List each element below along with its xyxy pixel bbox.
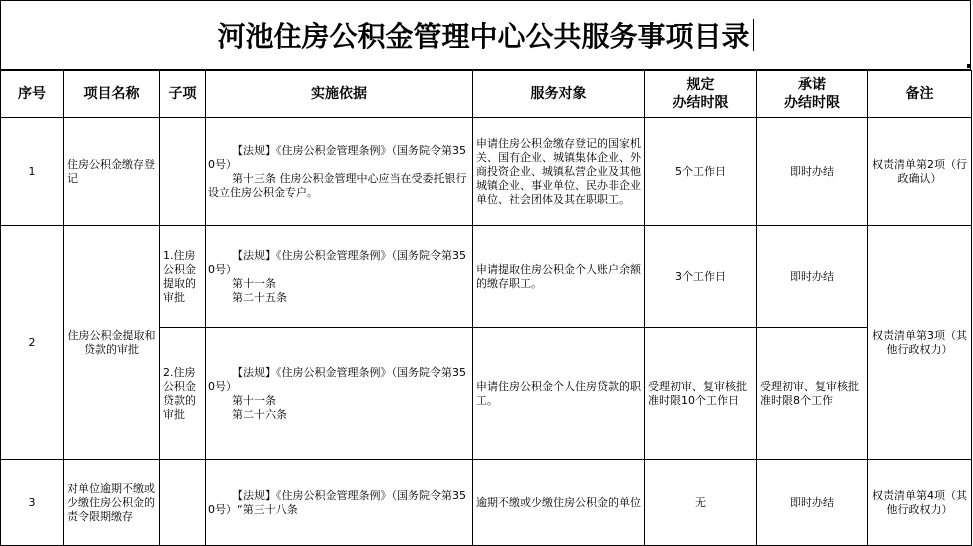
basis-line-2: 第十一条 bbox=[232, 276, 276, 290]
basis-line-1: 【法规】《住房公积金管理条例》（国务院令第350号）“第三十八条 bbox=[208, 488, 466, 516]
header-basis[interactable]: 实施依据 bbox=[206, 71, 473, 118]
text-cursor bbox=[753, 19, 754, 51]
header-promise-line1: 承诺 bbox=[798, 77, 826, 93]
table-row bbox=[1, 118, 972, 226]
cell-remark[interactable]: 权责清单第4项（其他行政权力） bbox=[868, 460, 972, 546]
cell-sub[interactable] bbox=[160, 118, 206, 226]
header-sub[interactable]: 子项 bbox=[160, 71, 206, 118]
cell-seq[interactable]: 3 bbox=[1, 460, 64, 546]
basis-line-1: 【法规】《住房公积金管理条例》（国务院令第350号） bbox=[208, 248, 466, 276]
cell-promise[interactable]: 受理初审、复审核批准时限8个工作 bbox=[757, 328, 868, 460]
cell-basis[interactable] bbox=[206, 328, 473, 460]
cell-name[interactable]: 住房公积金缴存登记 bbox=[64, 118, 160, 226]
header-name[interactable]: 项目名称 bbox=[64, 71, 160, 118]
table-row bbox=[1, 460, 972, 546]
cell-name[interactable]: 住房公积金提取和贷款的审批 bbox=[64, 226, 160, 460]
basis-line-1: 【法规】《住房公积金管理条例》（国务院令第350号） bbox=[208, 143, 466, 171]
cell-promise[interactable]: 即时办结 bbox=[757, 460, 868, 546]
header-limit[interactable] bbox=[645, 71, 757, 118]
cell-name[interactable]: 对单位逾期不缴或少缴住房公积金的责令限期缴存 bbox=[64, 460, 160, 546]
cell-basis[interactable] bbox=[206, 118, 473, 226]
cell-target[interactable]: 申请住房公积金缴存登记的国家机关、国有企业、城镇集体企业、外商投资企业、城镇私营企业及其他城镇企业、事业单位、民办非企业单位、社会团体及其在职职工。 bbox=[473, 118, 645, 226]
cell-sub[interactable] bbox=[160, 460, 206, 546]
header-row bbox=[1, 71, 972, 118]
cell-promise[interactable]: 即时办结 bbox=[757, 118, 868, 226]
cell-sub[interactable]: 2.住房公积金贷款的审批 bbox=[160, 328, 206, 460]
cell-limit[interactable]: 5个工作日 bbox=[645, 118, 757, 226]
cell-basis[interactable] bbox=[206, 460, 473, 546]
header-promise[interactable] bbox=[757, 71, 868, 118]
sheet-title: 河池住房公积金管理中心公共服务事项目录 bbox=[217, 20, 750, 53]
basis-line-2: 第十三条 住房公积金管理中心应当在受委托银行设立住房公积金专户。 bbox=[208, 171, 467, 199]
basis-line-1: 【法规】《住房公积金管理条例》（国务院令第350号） bbox=[208, 365, 466, 393]
cell-seq[interactable]: 1 bbox=[1, 118, 64, 226]
cell-target[interactable]: 逾期不缴或少缴住房公积金的单位 bbox=[473, 460, 645, 546]
cell-remark[interactable]: 权责清单第3项（其他行政权力） bbox=[868, 226, 972, 460]
cell-limit[interactable]: 3个工作日 bbox=[645, 226, 757, 328]
cell-target[interactable]: 申请提取住房公积金个人账户余额的缴存职工。 bbox=[473, 226, 645, 328]
cell-sub[interactable]: 1.住房公积金提取的审批 bbox=[160, 226, 206, 328]
header-limit-line1: 规定 bbox=[686, 77, 715, 93]
cell-promise[interactable]: 即时办结 bbox=[757, 226, 868, 328]
fill-handle[interactable] bbox=[967, 64, 971, 68]
basis-line-3: 第二十五条 bbox=[232, 290, 287, 304]
cell-target[interactable]: 申请住房公积金个人住房贷款的职工。 bbox=[473, 328, 645, 460]
cell-seq[interactable]: 2 bbox=[1, 226, 64, 460]
header-remark[interactable]: 备注 bbox=[868, 71, 972, 118]
cell-limit[interactable]: 无 bbox=[645, 460, 757, 546]
table-row bbox=[1, 226, 972, 328]
header-limit-line2: 办结时限 bbox=[672, 95, 729, 111]
basis-line-3: 第二十六条 bbox=[232, 407, 287, 421]
sheet-title-cell[interactable] bbox=[0, 0, 971, 70]
cell-basis[interactable] bbox=[206, 226, 473, 328]
cell-remark[interactable]: 权责清单第2项（行政确认） bbox=[868, 118, 972, 226]
basis-line-2: 第十一条 bbox=[232, 393, 276, 407]
header-seq[interactable]: 序号 bbox=[1, 71, 64, 118]
header-promise-line2: 办结时限 bbox=[784, 95, 840, 111]
cell-limit[interactable]: 受理初审、复审核批准时限10个工作日 bbox=[645, 328, 757, 460]
header-target[interactable]: 服务对象 bbox=[473, 71, 645, 118]
service-table bbox=[0, 70, 972, 546]
